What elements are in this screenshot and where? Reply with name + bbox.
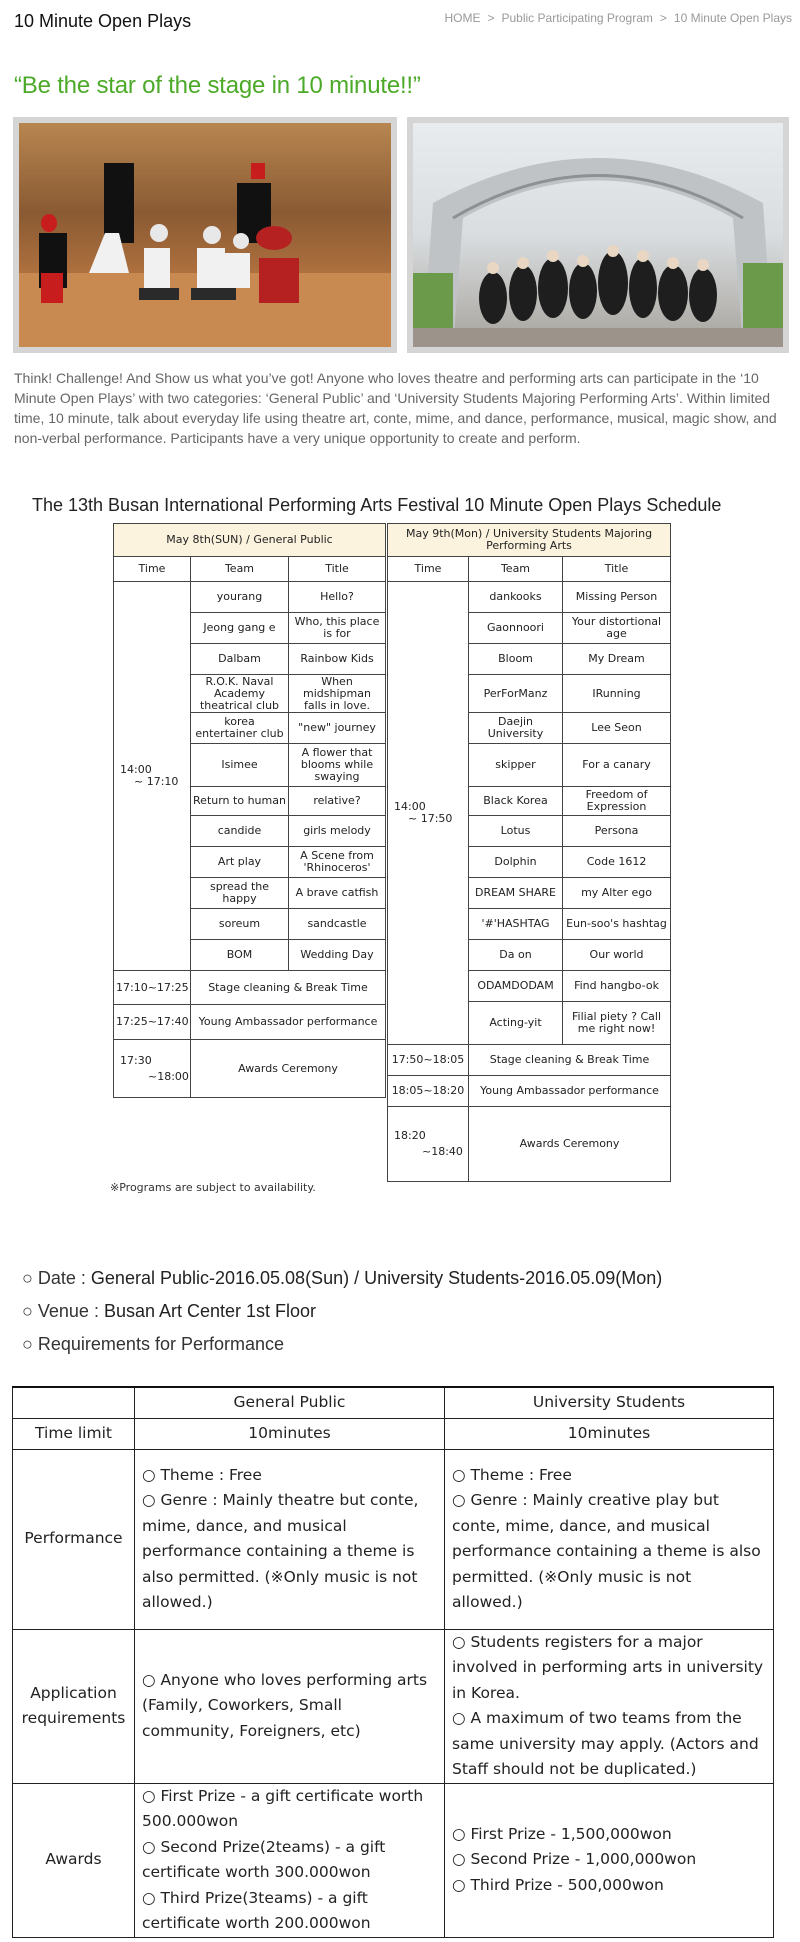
title-cell: Filial piety ? Call me right now!	[563, 1002, 671, 1045]
time-cell: 17:25~17:40	[114, 1005, 191, 1040]
info-date	[22, 1268, 662, 1289]
circle-bullet-icon: ○	[22, 1268, 33, 1288]
team-cell: Da on	[469, 940, 563, 971]
title-cell: IRunning	[563, 675, 671, 713]
title-cell: girls melody	[289, 816, 386, 847]
title-cell: My Dream	[563, 644, 671, 675]
title-cell: sandcastle	[289, 909, 386, 940]
col-header-title: Title	[289, 557, 386, 582]
title-cell: Eun-soo's hashtag	[563, 909, 671, 940]
req-row-label-application: Application requirements	[13, 1629, 135, 1783]
col-header-title: Title	[563, 557, 671, 582]
title-cell: A Scene from 'Rhinoceros'	[289, 847, 386, 878]
req-cell-general-performance: ○ Theme : Free ○ Genre : Mainly theatre but conte, mime, dance, and musical performance containing a theme is also permitted. (※Only music is not allowed.)	[135, 1449, 445, 1629]
schedule-table-university-students	[387, 523, 671, 1182]
req-row-label-performance: Performance	[13, 1449, 135, 1629]
team-cell: Isimee	[191, 744, 289, 787]
schedule-title: The 13th Busan International Performing Arts Festival 10 Minute Open Plays Schedule	[32, 495, 722, 515]
event-cell: Young Ambassador performance	[191, 1005, 386, 1040]
col-header-time: Time	[388, 557, 469, 582]
team-cell: Gaonnoori	[469, 613, 563, 644]
team-cell: BOM	[191, 940, 289, 971]
title-cell: When midshipman falls in love.	[289, 675, 386, 713]
schedule-day2-awards-time: 18:20 ~18:40	[388, 1107, 469, 1182]
col-header-team: Team	[469, 557, 563, 582]
req-cell-university-awards: ○ First Prize - 1,500,000won ○ Second Prize - 1,000,000won ○ Third Prize - 500,000won	[445, 1783, 774, 1937]
title-cell: Find hangbo-ok	[563, 971, 671, 1002]
team-cell: korea entertainer club	[191, 713, 289, 744]
event-cell: Stage cleaning & Break Time	[469, 1045, 671, 1076]
venue-value: Busan Art Center 1st Floor	[103, 1301, 317, 1321]
req-header-empty	[13, 1387, 135, 1418]
team-cell: spread the happy	[191, 878, 289, 909]
stage-performance-photo	[13, 117, 397, 353]
team-cell: PerForManz	[469, 675, 563, 713]
req-header-university-students: University Students	[445, 1387, 774, 1418]
title-cell: Code 1612	[563, 847, 671, 878]
info-requirements	[22, 1334, 284, 1355]
team-cell: Lotus	[469, 816, 563, 847]
req-row-label-time-limit: Time limit	[13, 1418, 135, 1449]
team-cell: Dalbam	[191, 644, 289, 675]
schedule-day1-awards-time: 17:30 ~18:00	[114, 1040, 191, 1098]
team-cell: Dolphin	[469, 847, 563, 878]
slogan-heading: “Be the star of the stage in 10 minute!!”	[14, 72, 421, 99]
req-row-label-awards: Awards	[13, 1783, 135, 1937]
team-cell: candide	[191, 816, 289, 847]
team-cell: Acting-yit	[469, 1002, 563, 1045]
requirements-table	[12, 1386, 774, 1938]
page-title: 10 Minute Open Plays	[14, 11, 192, 31]
title-cell: Our world	[563, 940, 671, 971]
req-cell-general-time: 10minutes	[135, 1418, 445, 1449]
title-cell: Freedom of Expression	[563, 787, 671, 816]
team-cell: Return to human	[191, 787, 289, 816]
team-cell: Daejin University	[469, 713, 563, 744]
info-venue	[22, 1301, 316, 1322]
req-header-general-public: General Public	[135, 1387, 445, 1418]
schedule-day2-header: May 9th(Mon) / University Students Majoring Performing Arts	[388, 524, 671, 557]
title-cell: my Alter ego	[563, 878, 671, 909]
team-cell: Jeong gang e	[191, 613, 289, 644]
schedule-day1-header: May 8th(SUN) / General Public	[114, 524, 386, 557]
col-header-team: Team	[191, 557, 289, 582]
title-cell: For a canary	[563, 744, 671, 787]
date-label: Date :	[37, 1268, 91, 1288]
team-cell: ODAMDODAM	[469, 971, 563, 1002]
breadcrumb-home-link[interactable]: HOME	[444, 11, 481, 25]
title-cell: Wedding Day	[289, 940, 386, 971]
title-cell: A flower that blooms while swaying	[289, 744, 386, 787]
team-cell: Bloom	[469, 644, 563, 675]
intro-paragraph: Think! Challenge! And Show us what you’ve got! Anyone who loves theatre and performing arts can participate in the ‘10 Minute Open Plays’ with two categories: ‘General Public’ and ‘University Students Majoring Performing Arts’. Within limited time, 10 minute, talk about everyday life using theatre art, conte, mime, and dance, performance, musical, magic show, and non-verbal performance. Participants have a very unique opportunity to create and perform.	[14, 370, 777, 446]
title-cell: Missing Person	[563, 582, 671, 613]
team-cell: DREAM SHARE	[469, 878, 563, 909]
event-cell: Stage cleaning & Break Time	[191, 971, 386, 1005]
breadcrumb	[444, 11, 792, 25]
title-cell: Lee Seon	[563, 713, 671, 744]
time-cell: 17:10~17:25	[114, 971, 191, 1005]
req-cell-university-time: 10minutes	[445, 1418, 774, 1449]
outdoor-stage-group-photo	[407, 117, 789, 353]
title-cell: "new" journey	[289, 713, 386, 744]
req-cell-university-performance: ○ Theme : Free ○ Genre : Mainly creative play but conte, mime, dance, and musical performance containing a theme is also permitted. (※Only music is not allowed.)	[445, 1449, 774, 1629]
team-cell: soreum	[191, 909, 289, 940]
team-cell: Art play	[191, 847, 289, 878]
req-cell-general-awards: ○ First Prize - a gift certificate worth 500.000won ○ Second Prize(2teams) - a gift certificate worth 300.000won ○ Third Prize(3teams) - a gift certificate worth 200.000won	[135, 1783, 445, 1937]
schedule-day1-main-time: 14:00 ~ 17:10	[114, 582, 191, 971]
title-cell: relative?	[289, 787, 386, 816]
team-cell: dankooks	[469, 582, 563, 613]
team-cell: '#'HASHTAG	[469, 909, 563, 940]
schedule-note: ※Programs are subject to availability.	[110, 1181, 316, 1194]
breadcrumb-separator: >	[487, 11, 495, 25]
req-cell-university-application: ○ Students registers for a major involved in performing arts in university in Korea. ○ A maximum of two teams from the same university may apply. (Actors and Staff should not be duplicated.)	[445, 1629, 774, 1783]
schedule-day2-main-time: 14:00 ~ 17:50	[388, 582, 469, 1045]
breadcrumb-program-link[interactable]: Public Participating Program	[501, 11, 653, 25]
awards-ceremony-cell: Awards Ceremony	[469, 1107, 671, 1182]
venue-label: Venue :	[37, 1301, 104, 1321]
title-cell: Rainbow Kids	[289, 644, 386, 675]
circle-bullet-icon: ○	[22, 1301, 33, 1321]
date-value: General Public-2016.05.08(Sun) / University Students-2016.05.09(Mon)	[90, 1268, 663, 1288]
breadcrumb-separator: >	[659, 11, 667, 25]
team-cell: skipper	[469, 744, 563, 787]
title-cell: A brave catfish	[289, 878, 386, 909]
team-cell: yourang	[191, 582, 289, 613]
requirements-label: Requirements for Performance	[37, 1334, 284, 1354]
title-cell: Persona	[563, 816, 671, 847]
col-header-time: Time	[114, 557, 191, 582]
title-cell: Hello?	[289, 582, 386, 613]
req-cell-general-application: ○ Anyone who loves performing arts (Family, Coworkers, Small community, Foreigners, etc)	[135, 1629, 445, 1783]
title-cell: Who, this place is for	[289, 613, 386, 644]
team-cell: Black Korea	[469, 787, 563, 816]
circle-bullet-icon: ○	[22, 1334, 33, 1354]
event-cell: Young Ambassador performance	[469, 1076, 671, 1107]
time-cell: 18:05~18:20	[388, 1076, 469, 1107]
breadcrumb-current: 10 Minute Open Plays	[673, 11, 792, 25]
awards-ceremony-cell: Awards Ceremony	[191, 1040, 386, 1098]
team-cell: R.O.K. Naval Academy theatrical club	[191, 675, 289, 713]
time-cell: 17:50~18:05	[388, 1045, 469, 1076]
schedule-table-general-public	[113, 523, 386, 1098]
title-cell: Your distortional age	[563, 613, 671, 644]
